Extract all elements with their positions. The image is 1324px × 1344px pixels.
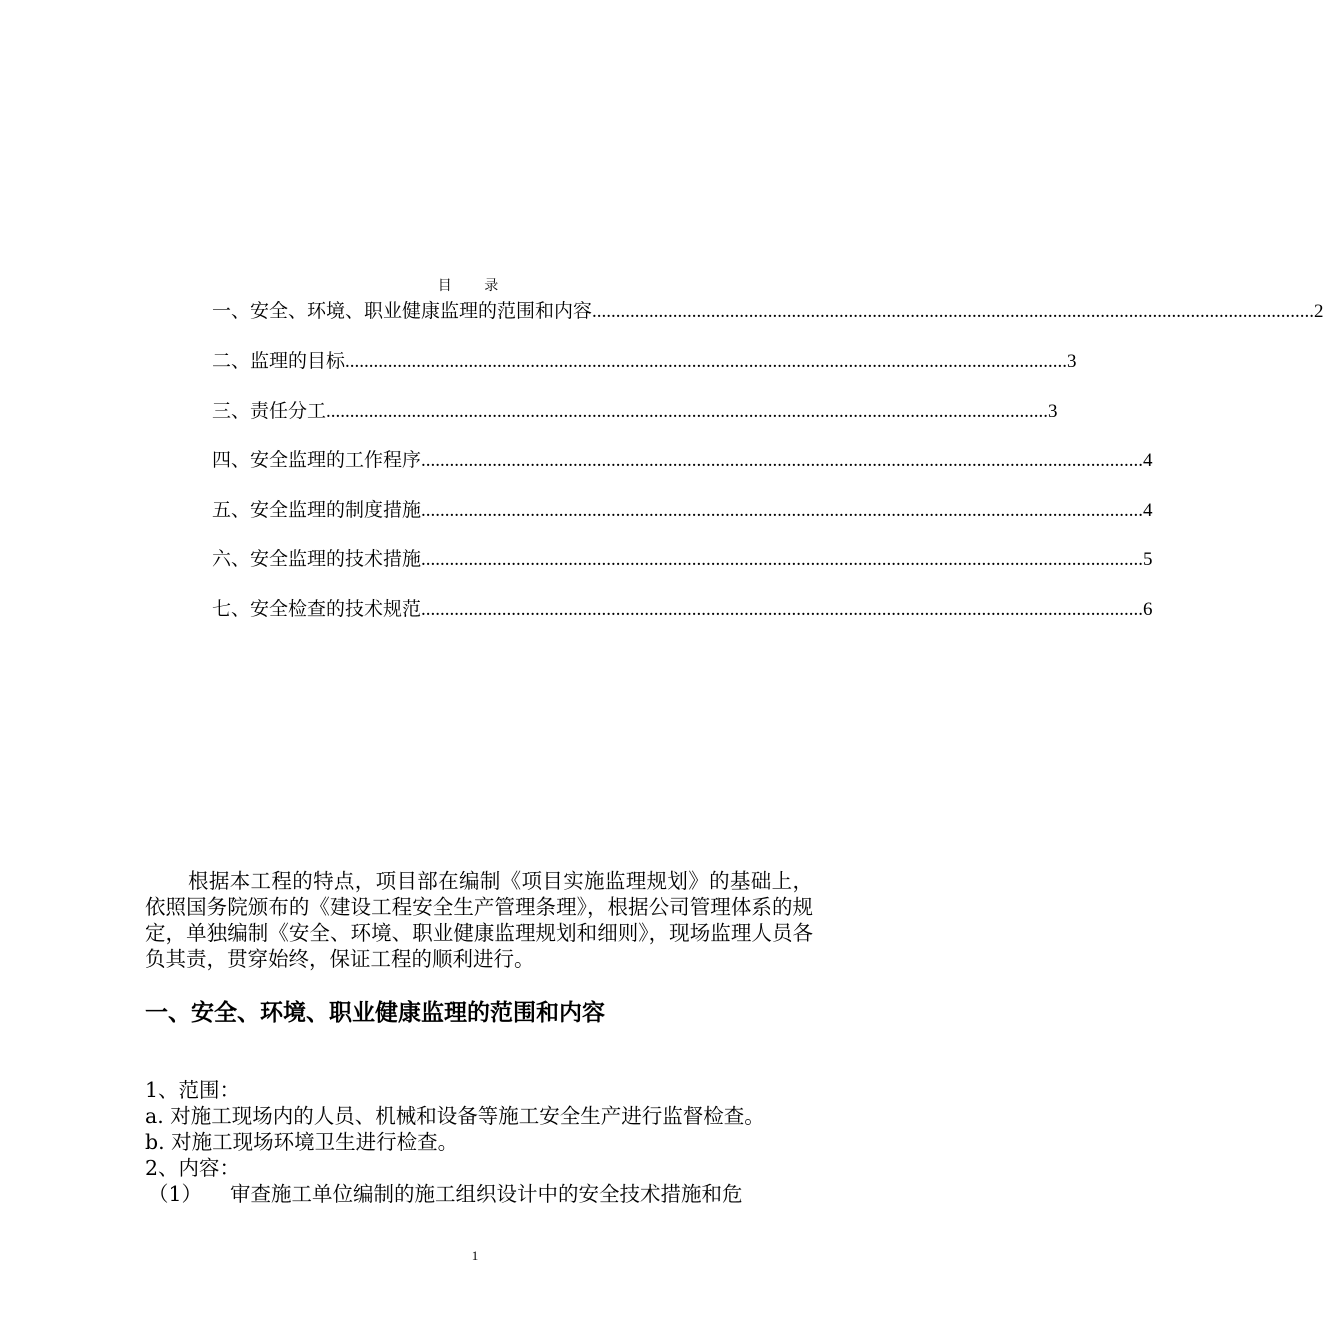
toc-entry-label: 四、安全监理的工作程序: [212, 449, 422, 471]
toc-entry[interactable]: [212, 399, 1058, 424]
toc-entry[interactable]: [212, 349, 1077, 374]
toc-leader-dots: ........................................................................................................................................................: [592, 301, 1315, 322]
toc-entry[interactable]: [212, 498, 1153, 523]
toc-entry-label: 二、监理的目标: [212, 350, 346, 372]
toc-entry-page: 6: [1143, 599, 1153, 620]
content-item-number: （1）: [148, 1182, 203, 1206]
page-number: 1: [471, 1248, 479, 1263]
toc-entry-page: 5: [1143, 549, 1153, 570]
toc-leader-dots: ........................................................................................................................................................: [421, 599, 1144, 620]
toc-entry[interactable]: [212, 547, 1153, 572]
intro-paragraph: 根据本工程的特点，项目部在编制《项目实施监理规划》的基础上，依照国务院颁布的《建设工程安全生产管理条理》，根据公司管理体系的规定，单独编制《安全、环境、职业健康监理规划和细则》，现场监理人员各负其责，贯穿始终，保证工程的顺利进行。: [145, 869, 813, 971]
toc-leader-dots: ........................................................................................................................................................: [326, 401, 1049, 422]
toc-leader-dots: ........................................................................................................................................................: [421, 450, 1144, 471]
toc-title: 目 录: [437, 278, 513, 294]
toc-entry-label: 一、安全、环境、职业健康监理的范围和内容: [212, 300, 593, 322]
toc-entry-page: 4: [1143, 500, 1153, 521]
toc-entry-page: 3: [1067, 351, 1077, 372]
toc-entry-page: 4: [1143, 450, 1153, 471]
toc-entry-label: 三、责任分工: [212, 400, 327, 422]
content-item-1: [148, 1181, 743, 1207]
toc-entry-page: 3: [1048, 401, 1058, 422]
toc-entry[interactable]: [212, 448, 1153, 473]
toc-entry[interactable]: [212, 299, 1324, 324]
scope-item-b: b. 对施工现场环境卫生进行检查。: [145, 1130, 459, 1154]
toc-entry[interactable]: [212, 597, 1153, 622]
toc-entry-label: 五、安全监理的制度措施: [212, 499, 422, 521]
toc-entry-page: 2: [1314, 301, 1324, 322]
toc-leader-dots: ........................................................................................................................................................: [421, 549, 1144, 570]
section-heading: 一、安全、环境、职业健康监理的范围和内容: [145, 1000, 605, 1026]
toc-leader-dots: ........................................................................................................................................................: [421, 500, 1144, 521]
toc-leader-dots: ........................................................................................................................................................: [345, 351, 1068, 372]
content-item-text: 审查施工单位编制的施工组织设计中的安全技术措施和危: [230, 1182, 743, 1206]
scope-label: 1、范围：: [145, 1078, 241, 1102]
content-label: 2、内容：: [145, 1156, 241, 1180]
toc-entry-label: 六、安全监理的技术措施: [212, 548, 422, 570]
toc-entry-label: 七、安全检查的技术规范: [212, 598, 422, 620]
scope-item-a: a. 对施工现场内的人员、机械和设备等施工安全生产进行监督检查。: [145, 1104, 765, 1128]
